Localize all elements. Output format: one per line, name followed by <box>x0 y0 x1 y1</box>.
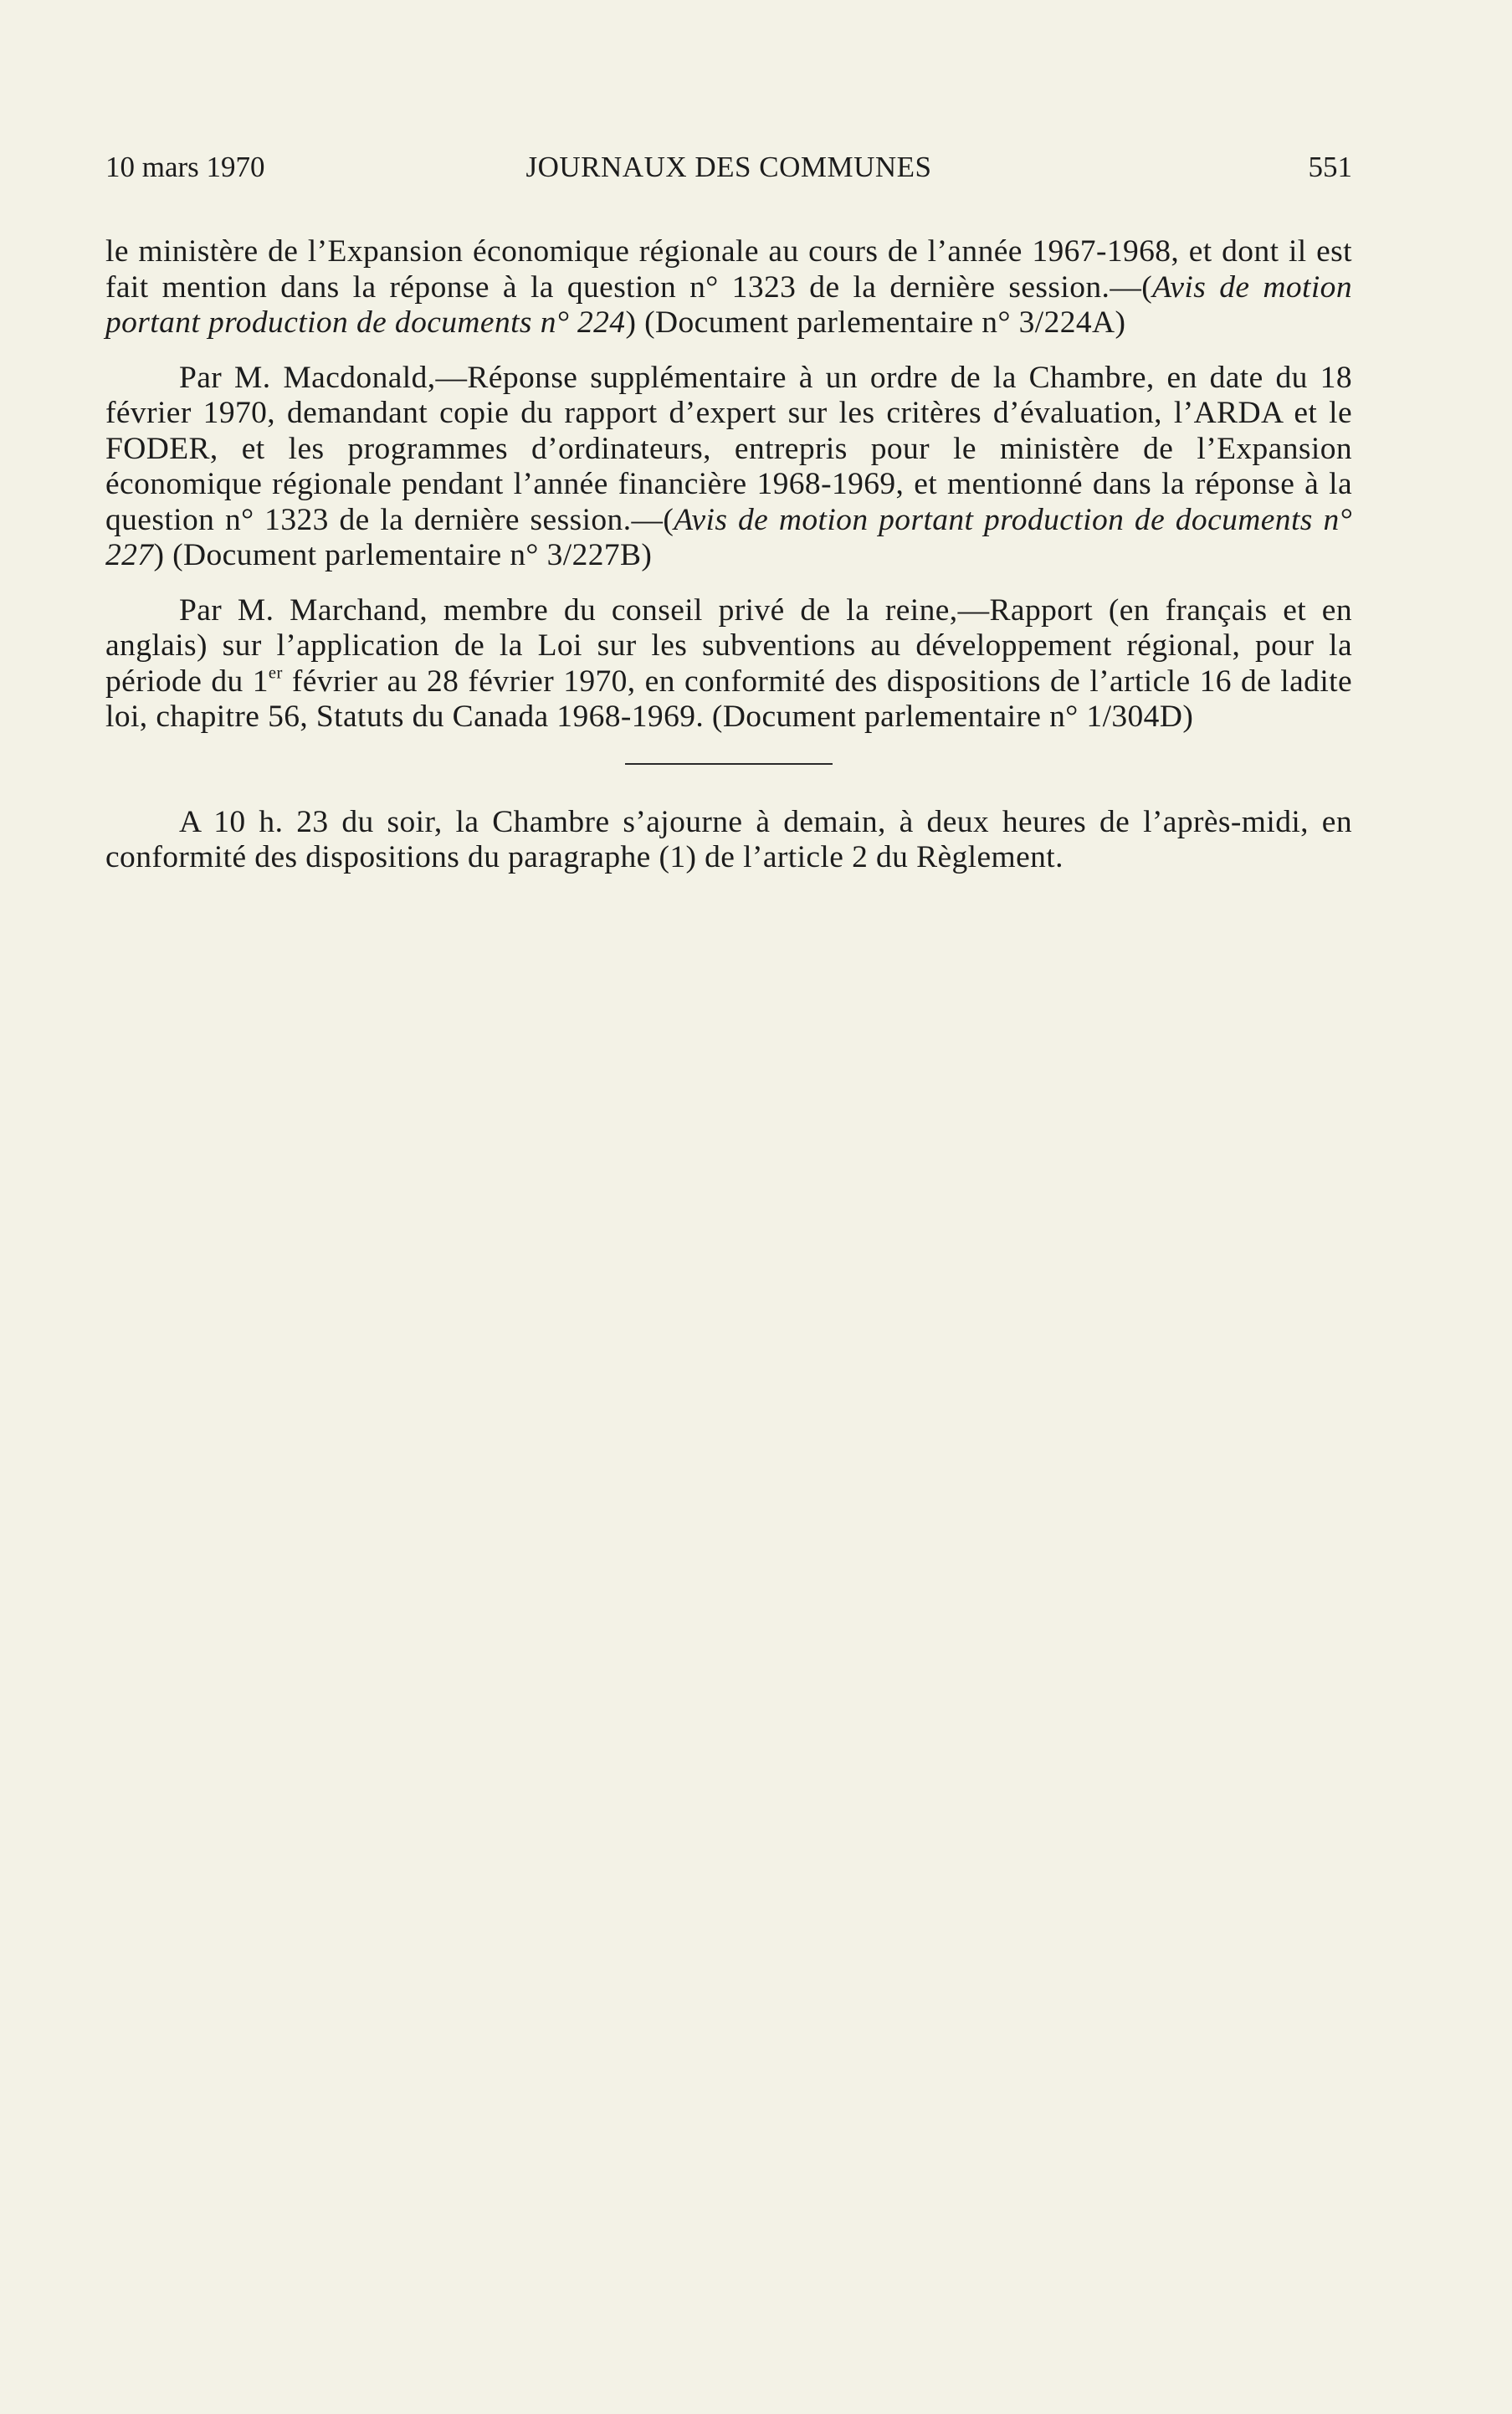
page-number: 551 <box>1308 151 1352 183</box>
paragraph-1-text-b: ) (Document parlementaire n° 3/224A) <box>625 305 1126 340</box>
paragraph-1-italic-reference: Avis de motion portant production de documents n° 224 <box>105 269 1352 340</box>
paragraph-3-text-b: février au 28 février 1970, en conformité des dispositions de l’article 16 de ladite loi, chapitre 56, Statuts du Canada 1968-1969. (Document parlementaire n° 1/304D) <box>105 664 1353 734</box>
ordinal-superscript: er <box>268 664 283 683</box>
running-header <box>105 142 1352 192</box>
section-divider <box>625 763 833 765</box>
paragraph-2-text-a: Par M. Macdonald,—Réponse supplémentaire à un ordre de la Chambre, en date du 18 février 1970, demandant copie du rapport d’expert sur les critères d’évaluation, l’ARDA et le FODER, et les programmes d’ordinateurs, entrepris pour le ministère de l’Expansion économique régionale pendant l’année financière 1968-1969, et mentionné dans la réponse à la question n° 1323 de la dernière session.—( <box>105 360 1352 537</box>
paragraph-2-italic-reference: Avis de motion portant production de documents n° 227 <box>105 502 1352 572</box>
document-body <box>105 234 1352 895</box>
paragraph-1-text-a: le ministère de l’Expansion économique régionale au cours de l’année 1967-1968, et dont il est fait mention dans la réponse à la question n° 1323 de la dernière session.—( <box>105 234 1352 305</box>
paragraph-2-text-b: ) (Document parlementaire n° 3/227B) <box>153 538 653 572</box>
paragraph-marchand <box>105 593 1352 735</box>
paragraph-adjournment: A 10 h. 23 du soir, la Chambre s’ajourne à demain, à deux heures de l’après-midi, en conformité des dispositions du paragraphe (1) de l’article 2 du Règlement. <box>105 804 1352 874</box>
journal-title: JOURNAUX DES COMMUNES <box>525 151 932 183</box>
paragraph-macdonald <box>105 361 1352 574</box>
paragraph-3-text-a: Par M. Marchand, membre du conseil privé de la reine,—Rapport (en français et en anglais) sur l’application de la Loi sur les subventions au développement régional, pour la période du 1 <box>105 592 1352 699</box>
paragraph-continuation <box>105 234 1352 341</box>
header-date: 10 mars 1970 <box>105 151 265 183</box>
